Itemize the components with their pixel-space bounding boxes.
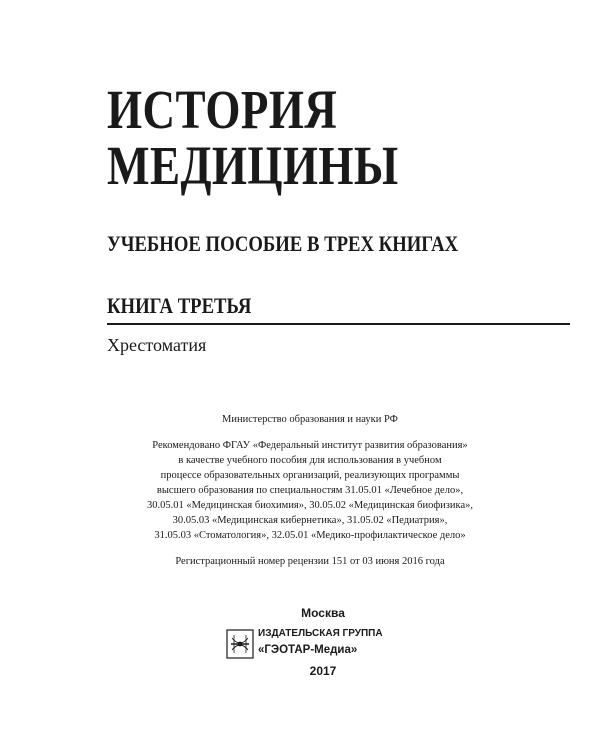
- recommendation-line: Рекомендовано ФГАУ «Федеральный институт развития образования»: [152, 440, 468, 451]
- publisher-city: Москва: [301, 606, 345, 620]
- recommendation-text: [100, 438, 520, 543]
- recommendation-line: высшего образования по специальностям 31.05.01 «Лечебное дело»,: [156, 485, 464, 496]
- recommendation-line: 30.05.01 «Медицинская биохимия», 30.05.02 «Медицинская биофизика»,: [146, 500, 474, 511]
- recommendation-line: 30.05.03 «Медицинская кибернетика», 31.05.02 «Педиатрия»,: [172, 515, 448, 526]
- publisher-group: ИЗДАТЕЛЬСКАЯ ГРУППА: [258, 628, 383, 639]
- ministry-text: Министерство образования и науки РФ: [222, 414, 398, 425]
- publisher-block: [220, 606, 410, 686]
- recommendation-line: 31.05.03 «Стоматология», 32.05.01 «Медико-профилактическое дело»: [154, 530, 466, 541]
- recommendation-line: процессе образовательных организаций, реализующих программы: [160, 470, 460, 481]
- divider: [107, 323, 570, 325]
- book-number: КНИГА ТРЕТЬЯ: [107, 293, 252, 318]
- publisher-name: «ГЭОТАР-Медиа»: [258, 644, 358, 656]
- genre-label: Хрестоматия: [107, 335, 207, 355]
- title-line-2: МЕДИЦИНЫ: [107, 135, 399, 196]
- recommendation-line: в качестве учебного пособия для использования в учебном: [178, 455, 442, 466]
- title-line-1: ИСТОРИЯ: [107, 79, 338, 140]
- subtitle: УЧЕБНОЕ ПОСОБИЕ В ТРЕХ КНИГАХ: [107, 231, 459, 256]
- registration-text: Регистрационный номер рецензии 151 от 03 июня 2016 года: [175, 556, 445, 567]
- book-title: [107, 79, 399, 196]
- publisher-logo-icon: [226, 629, 254, 659]
- publication-year: 2017: [309, 664, 337, 678]
